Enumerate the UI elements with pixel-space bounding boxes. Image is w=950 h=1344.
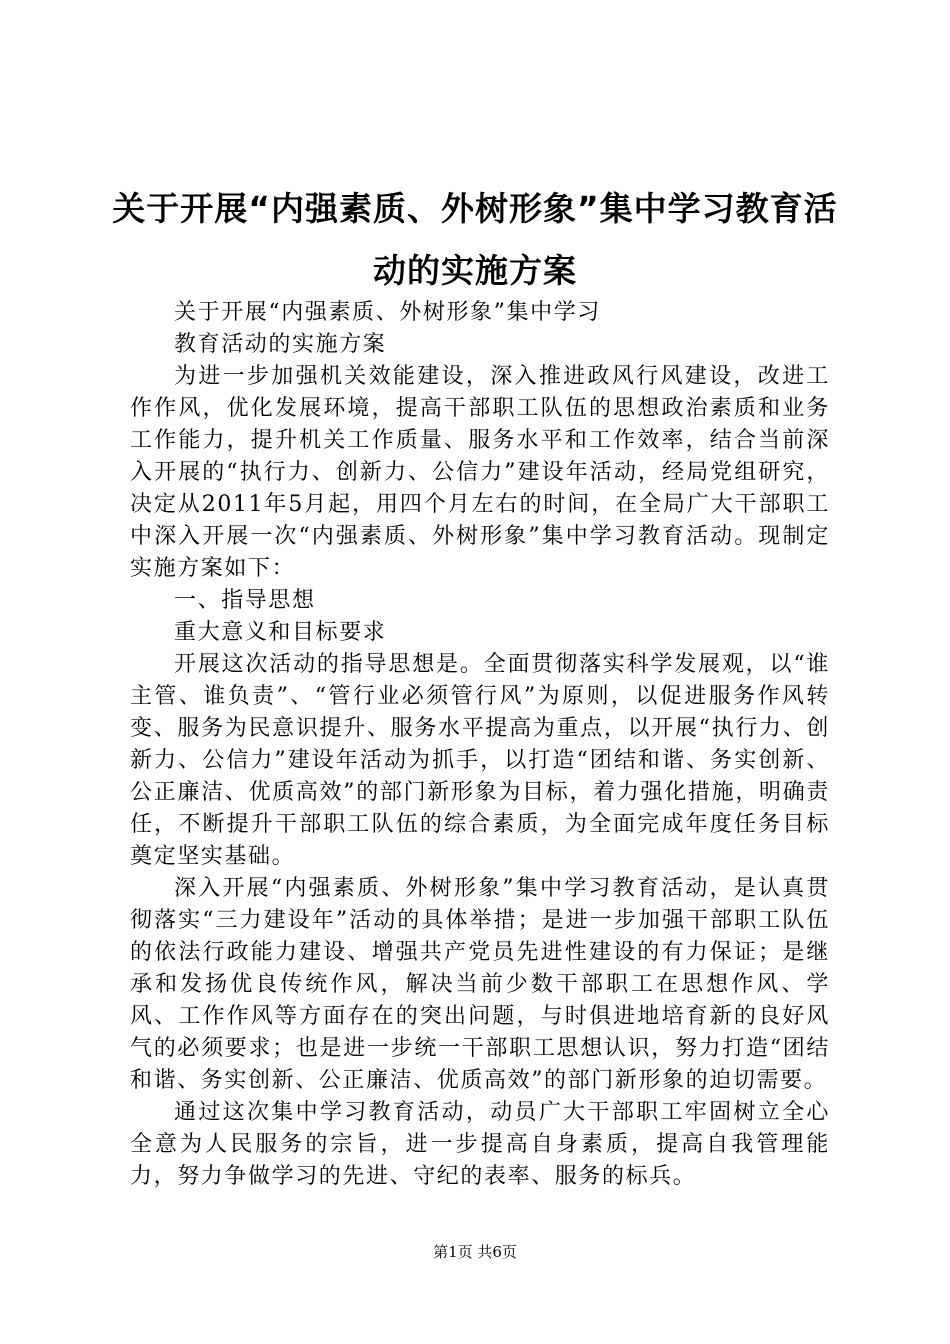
paragraph-subtitle-line-1: 关于开展“内强素质、外树形象”集中学习	[174, 300, 601, 325]
section-subheading-significance: 重大意义和目标要求	[174, 620, 387, 645]
paragraph-guiding-ideology: 开展这次活动的指导思想是。全面贯彻落实科学发展观，以“谁主管、谁负责”、“管行业必须管行风”为原则，以促进服务作风转变、服务为民意识提升、服务水平提高为重点，以开展“执行力、创新力、公信力”建设年活动为抓手，以打造“团结和谐、务实创新、公正廉洁、优质高效”的部门新形象为目标，着力强化措施，明确责任，不断提升干部职工队伍的综合素质，为全面完成年度任务目标奠定坚实基础。	[130, 652, 830, 869]
document-body	[130, 297, 830, 1193]
paragraph-subtitle-line-2: 教育活动的实施方案	[174, 332, 387, 357]
section-heading-guiding-ideology: 一、指导思想	[174, 588, 316, 613]
document-title: 关于开展“内强素质、外树形象”集中学习教育活动的实施方案	[112, 189, 838, 290]
paragraph-introduction: 为进一步加强机关效能建设，深入推进政风行风建设，改进工作作风，优化发展环境，提高干部职工队伍的思想政治素质和业务工作能力，提升机关工作质量、服务水平和工作效率，结合当前深入开展的“执行力、创新力、公信力”建设年活动，经局党组研究，决定从2011年5月起，用四个月左右的时间，在全局广大干部职工中深入开展一次“内强素质、外树形象”集中学习教育活动。现制定实施方案如下：	[130, 364, 830, 581]
page-number-footer: 第1页 共6页	[433, 1243, 517, 1261]
paragraph-goals: 通过这次集中学习教育活动，动员广大干部职工牢固树立全心全意为人民服务的宗旨，进一步提高自身素质，提高自我管理能力，努力争做学习的先进、守纪的表率、服务的标兵。	[130, 1100, 830, 1189]
paragraph-significance: 深入开展“内强素质、外树形象”集中学习教育活动，是认真贯彻落实“三力建设年”活动的具体举措；是进一步加强干部职工队伍的依法行政能力建设、增强共产党员先进性建设的有力保证；是继承和发扬优良传统作风，解决当前少数干部职工在思想作风、学风、工作作风等方面存在的突出问题，与时俱进地培育新的良好风气的必须要求；也是进一步统一干部职工思想认识，努力打造“团结和谐、务实创新、公正廉洁、优质高效”的部门新形象的迫切需要。	[130, 876, 830, 1093]
